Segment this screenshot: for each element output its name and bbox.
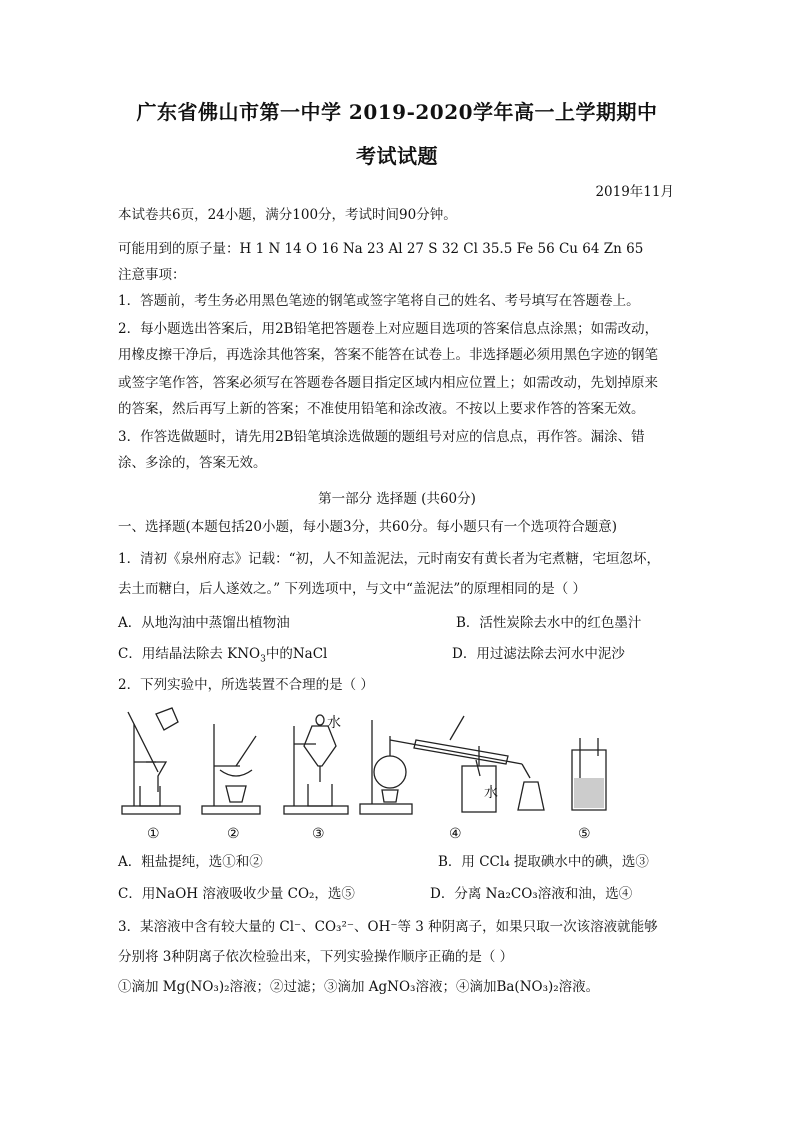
note-2a: 2．每小题选出答案后，用2B铅笔把答题卷上对应题目选项的答案信息点涂黑；如需改动， <box>118 321 659 337</box>
note-2c: 或签字笔作答，答案必须写在答题卷各题目指定区域内相应位置上；如需改动，先划掉原来 <box>118 375 658 391</box>
section-instruction: 一、选择题(本题包括20小题，每小题3分，共60分。每小题只有一个选项符合题意) <box>118 519 617 535</box>
note-3a: 3．作答选做题时，请先用2B铅笔填涂选做题的题组号对应的信息点，再作答。漏涂、错 <box>118 429 645 445</box>
atomic-mass-line: 可能用到的原子量：H 1 N 14 O 16 Na 23 Al 27 S 32 Cl 35.5 Fe 56 Cu 64 Zn 65 <box>118 241 644 257</box>
apparatus-label-5: ⑤ <box>578 826 591 842</box>
water-in-label: 水 <box>484 785 498 801</box>
q2-stem: 2．下列实验中，所选装置不合理的是（ ） <box>118 677 374 693</box>
notes-title: 注意事项： <box>118 267 186 283</box>
q1-option-d: D．用过滤法除去河水中泥沙 <box>452 646 625 662</box>
q2-option-d: D．分离 Na₂CO₃溶液和油，选④ <box>430 886 633 902</box>
q2-option-b: B．用 CCl₄ 提取碘水中的碘，选③ <box>438 854 649 870</box>
q3-stem-b: 分别将 3种阴离子依次检验出来，下列实验操作顺序正确的是（ ） <box>118 949 514 965</box>
apparatus-label-2: ② <box>227 826 240 842</box>
exam-date: 2019年11月 <box>595 184 674 200</box>
filtration-apparatus <box>122 708 180 814</box>
q2-option-a: A．粗盐提纯，选①和② <box>118 854 263 870</box>
q1-stem-b: 去土而糖白，后人遂效之。” 下列选项中，与文中“盖泥法”的原理相同的是（ ） <box>118 581 587 597</box>
exam-title-line1: 广东省佛山市第一中学 2019-2020学年高一上学期期中 <box>136 100 658 124</box>
water-out-label: 水 <box>327 715 341 731</box>
intro-line: 本试卷共6页，24小题，满分100分，考试时间90分钟。 <box>118 207 457 223</box>
apparatus-label-1: ① <box>147 826 160 842</box>
note-1: 1．答题前，考生务必用黑色笔迹的钢笔或签字笔将自己的姓名、考号填写在答题卷上。 <box>118 293 640 309</box>
distillation-apparatus <box>360 716 544 814</box>
q3-steps: ①滴加 Mg(NO₃)₂溶液；②过滤；③滴加 AgNO₃溶液；④滴加Ba(NO₃)₂溶液。 <box>118 979 600 995</box>
apparatus-figure <box>116 706 636 846</box>
q1-stem-a: 1．清初《泉州府志》记载：“初，人不知盖泥法，元时南安有黄长者为宅煮糖，宅垣忽坏， <box>118 551 660 567</box>
apparatus-label-3: ③ <box>312 826 325 842</box>
q1-option-a: A．从地沟油中蒸馏出植物油 <box>118 615 290 631</box>
q1-option-c: C．用结晶法除去 $KNO_3$中的NaCl <box>118 646 328 665</box>
note-2d: 的答案，然后再写上新的答案；不准使用铅笔和涂改液。不按以上要求作答的答案无效。 <box>118 401 645 417</box>
note-3b: 涂、多涂的，答案无效。 <box>118 455 267 471</box>
q2-option-c: C．用NaOH 溶液吸收少量 CO₂，选⑤ <box>118 886 355 902</box>
q1-option-b: B．活性炭除去水中的红色墨汁 <box>456 615 642 631</box>
note-2b: 用橡皮擦干净后，再选涂其他答案，答案不能答在试卷上。非选择题必须用黑色字迹的钢笔 <box>118 347 658 363</box>
gas-washing-bottle <box>572 738 606 810</box>
exam-title-line2: 考试试题 <box>356 144 438 168</box>
section-heading: 第一部分 选择题 (共60分) <box>318 491 476 507</box>
q3-stem-a: 3．某溶液中含有较大量的 Cl⁻、CO₃²⁻、OH⁻等 3 种阴离子，如果只取一次该溶液就能够 <box>118 919 658 935</box>
evaporation-apparatus <box>202 724 260 814</box>
apparatus-label-4: ④ <box>449 826 462 842</box>
